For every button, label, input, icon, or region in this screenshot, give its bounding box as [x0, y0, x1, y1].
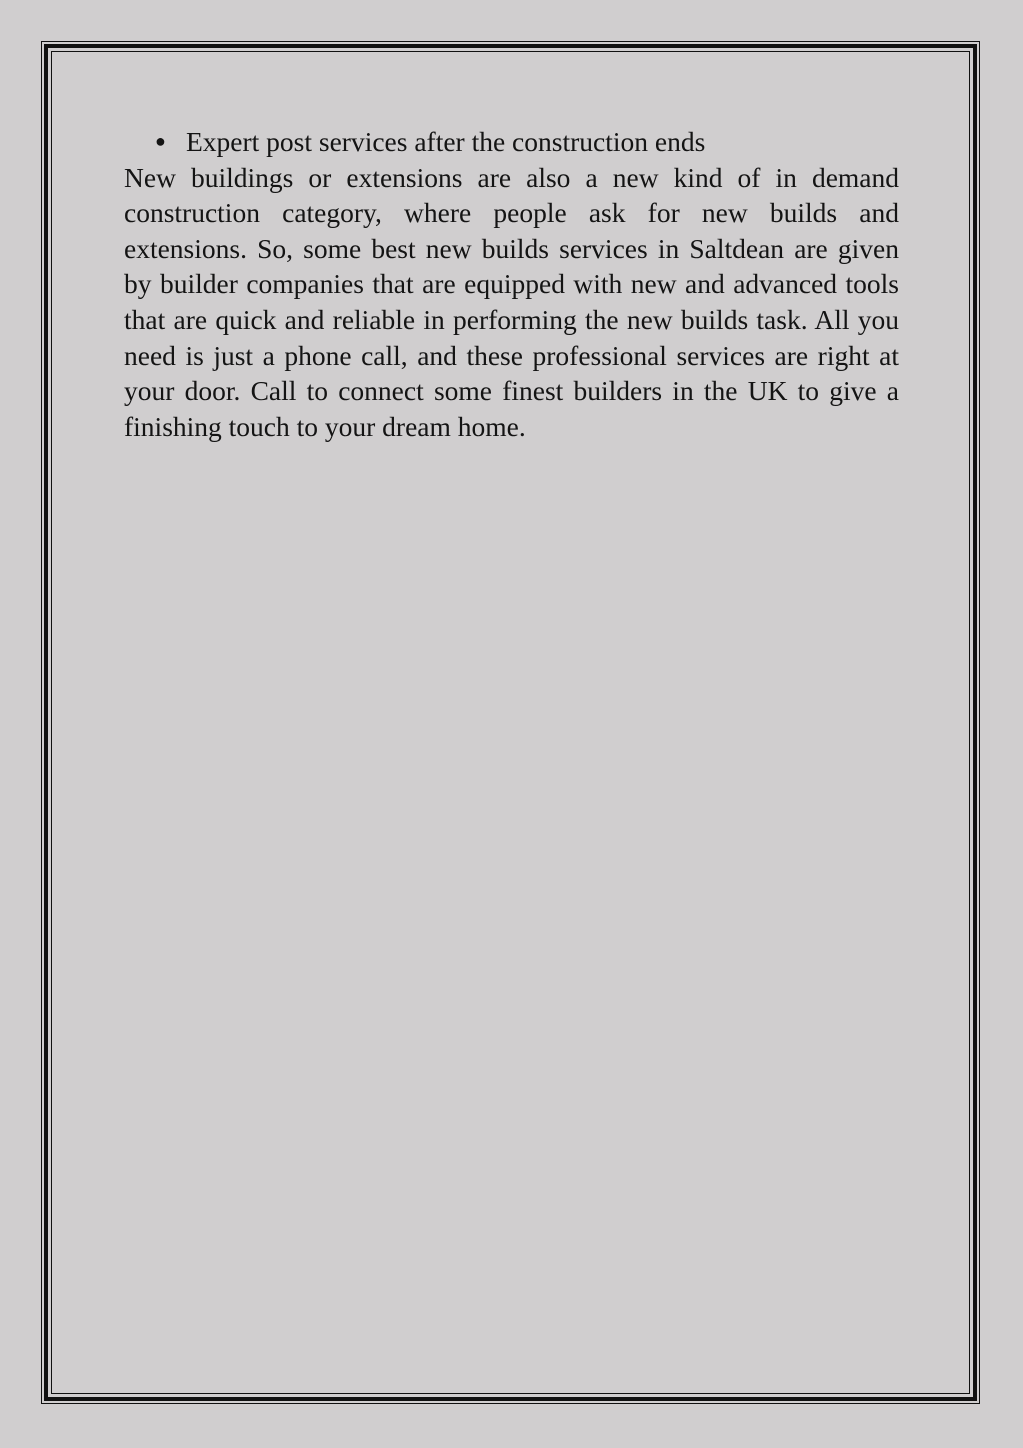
- bullet-icon: ●: [155, 131, 166, 151]
- bullet-list: [124, 124, 899, 160]
- bullet-text: Expert post services after the construction ends: [186, 126, 706, 157]
- body-paragraph: New buildings or extensions are also a new kind of in demand construction category, where people ask for new builds and extensions. So, some best new builds services in Saltdean are given by builder companies that are equipped with new and advanced tools that are quick and reliable in performing the new builds task. All you need is just a phone call, and these professional services are right at your door. Call to connect some finest builders in the UK to give a finishing touch to your dream home.: [124, 161, 899, 442]
- list-item: [124, 124, 899, 160]
- document-body: [124, 124, 899, 444]
